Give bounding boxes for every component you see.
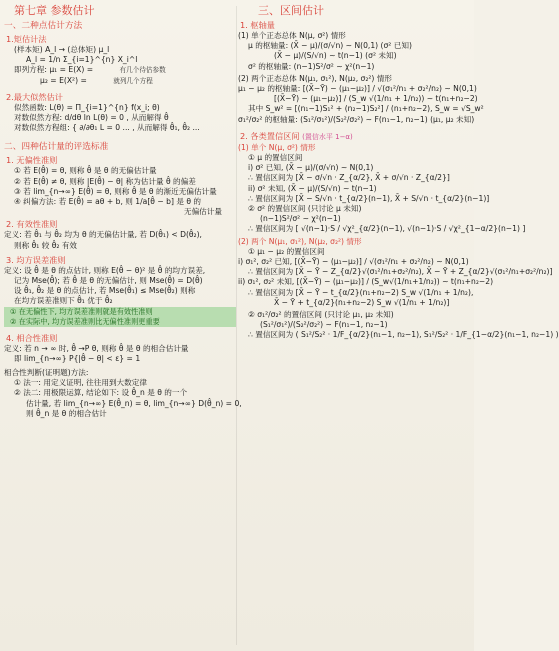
- ci-line-15: ∴ 置信区间为 [X̄ − Ȳ − t_{α/2}(n₁+n₂−2) S_w √(1/n₁ + 1/n₂),: [248, 287, 474, 297]
- consistency-line-3: 相合性判断(证明题)方法:: [4, 368, 89, 378]
- mle-line-2: 对数似然方程: d/dθ ln L(θ) = 0 , 从而解得 θ̂: [14, 113, 169, 123]
- ci-line-1: (1) 单个 N(μ, σ²) 情形: [238, 142, 316, 152]
- mle-line-1: 似然函数: L(θ) = Π_{i=1}^{n} f(x_i; θ): [14, 102, 160, 112]
- ci-line-14: ii) σ₁², σ₂² 未知, [(X̄−Ȳ) − (μ₁−μ₂)] / (S_w√(1/n₁+1/n₂)) ~ t(n₁+n₂−2): [238, 277, 494, 287]
- pivot-line-1: (1) 单个正态总体 N(μ, σ²) 情形: [238, 31, 346, 40]
- subsection-efficiency: 2. 有效性准则: [6, 219, 58, 230]
- unbiased-line-1: ① 若 E(θ̂) = θ, 则称 θ̂ 是 θ 的无偏估计量: [14, 166, 157, 176]
- subsection-mse: 3. 均方误差准则: [6, 254, 66, 265]
- consistency-line-6: 估计量, 若 lim_{n→∞} E(θ̂_n) = θ, lim_{n→∞} D(θ̂_n) = 0,: [26, 398, 242, 408]
- moment-note-2: 就列几个方程: [113, 76, 153, 85]
- highlight-note-2: ② 在实际中, 均方误差准则比无偏性准则更重要: [4, 317, 236, 327]
- highlight-note-1: ① 在无偏性下, 均方误差准则就是有效性准则: [4, 307, 236, 317]
- moment-line-3: [4, 65, 236, 75]
- unbiased-line-2: ② 若 E(θ̂) ≠ θ, 则称 |E(θ̂) − θ| 称为估计量 θ̂ 的偏差: [14, 176, 196, 186]
- column-divider: [236, 6, 237, 645]
- subsection-pivot: 1. 枢轴量: [240, 20, 275, 30]
- moment-line-4: [4, 76, 236, 86]
- mle-line-3: 对数似然方程组: { ∂/∂θ₁ L = 0 ... , 从而解得 θ̂₁, θ̂₂ ...: [14, 123, 200, 133]
- consistency-line-1: 定义: 若 n → ∞ 时, θ̂ →P θ, 则称 θ̂ 是 θ 的相合估计量: [4, 343, 189, 353]
- section-criteria: 二、四种估计量的评选标准: [4, 142, 109, 153]
- ci-line-11: ① μ₁ − μ₂ 的置信区间: [248, 246, 325, 256]
- subsection-unbiased: 1. 无偏性准则: [6, 155, 58, 166]
- pivot-line-7: [(X̄−Ȳ) − (μ₁−μ₂)] / (S_w √(1/n₁ + 1/n₂)) ~ t(n₁+n₂−2): [274, 94, 478, 104]
- ci-line-13: ∴ 置信区间为 [X̄ − Ȳ − Z_{α/2}√(σ₁²/n₁+σ₂²/n₂), X̄ − Ȳ + Z_{α/2}√(σ₁²/n₁+σ₂²/n₂)]: [248, 267, 553, 277]
- ci-line-19: ∴ 置信区间为 ( S₁²/S₂² · 1/F_{α/2}(n₁−1, n₂−1), S₁²/S₂² · 1/F_{1−α/2}(n₁−1, n₂−1) ): [248, 330, 559, 340]
- subsection-consistency: 4. 相合性准则: [6, 332, 58, 343]
- mse-line-3: 设 θ̂₁, θ̂₂ 是 θ 的点估计, 若 Mse(θ̂₁) ≤ Mse(θ̂₂) 则称: [14, 286, 196, 296]
- moment-line-1: (样本矩) A_l → (总体矩) μ_l: [14, 45, 110, 54]
- pivot-line-3: (X̄ − μ)/(S/√n) ~ t(n−1) (σ² 未知): [274, 51, 397, 61]
- right-column: [238, 0, 559, 651]
- pivot-line-5: (2) 两个正态总体 N(μ₁, σ₁²), N(μ₂, σ₂²) 情形: [238, 73, 392, 83]
- ci-line-3: i) σ² 已知, (X̄ − μ)/(σ/√n) ~ N(0,1): [248, 163, 374, 173]
- pivot-line-8: 其中 S_w² = [(n₁−1)S₁² + (n₂−1)S₂²] / (n₁+n₂−2), S_w = √S_w²: [248, 104, 484, 114]
- consistency-line-5: ② 法二: 用极限运算, 结论如下: 设 θ̂_n 是 θ 的一个: [14, 388, 188, 398]
- left-column: [4, 0, 242, 651]
- subsection-confidence-intervals: [240, 131, 470, 142]
- pivot-line-6: μ₁ − μ₂ 的枢轴量: [(X̄−Ȳ) − (μ₁−μ₂)] / √(σ₁²/n₁ + σ₂²/n₂) ~ N(0,1): [238, 84, 477, 94]
- unbiased-line-4: ④ 纠偏方法: 若 E(θ̂) = aθ + b, 则 1/a[θ̂ − b] 是 θ 的: [14, 197, 201, 207]
- unbiased-line-4b: 无偏估计量: [184, 207, 222, 217]
- ci-line-2: ① μ 的置信区间: [248, 153, 303, 163]
- mse-line-2: 记为 Mse(θ̂); 若 θ̂ 是 θ 的无偏估计, 则 Mse(θ̂) = D(θ̂): [14, 276, 203, 286]
- moment-eq-1: 即列方程: μ₁ = E(X) =: [14, 65, 94, 75]
- ci-line-12: i) σ₁², σ₂² 已知, [(X̄−Ȳ) − (μ₁−μ₂)] / √(σ₁²/n₁ + σ₂²/n₂) ~ N(0,1): [238, 257, 469, 267]
- efficiency-line-1: 定义: 若 θ̂₁ 与 θ̂₂ 均为 θ 的无偏估计量, 若 D(θ̂₁) < D(θ̂₂),: [4, 230, 202, 240]
- ci-line-7: ② σ² 的置信区间 (只讨论 μ 未知): [248, 204, 362, 214]
- ci-line-6: ∴ 置信区间为 [X̄ − S/√n · t_{α/2}(n−1), X̄ + S/√n · t_{α/2}(n−1)]: [248, 193, 490, 203]
- ci-heading: 2. 各类置信区间: [240, 130, 300, 141]
- consistency-line-7: 则 θ̂_n 是 θ 的相合估计: [26, 408, 107, 418]
- consistency-line-4: ① 法一: 用定义证明, 往往用到大数定律: [14, 378, 147, 388]
- section-point-estimation: 一、二种点估计方法: [4, 21, 83, 31]
- ci-line-4: ∴ 置信区间为 [X̄ − σ/√n · Z_{α/2}, X̄ + σ/√n · Z_{α/2}]: [248, 173, 450, 183]
- ci-line-16: X̄ − Ȳ + t_{α/2}(n₁+n₂−2) S_w √(1/n₁ + 1/n₂)]: [274, 297, 450, 307]
- efficiency-line-2: 则称 θ̂₁ 较 θ̂₂ 有效: [14, 240, 78, 250]
- ci-line-5: ii) σ² 未知, (X̄ − μ)/(S/√n) ~ t(n−1): [248, 183, 377, 193]
- subsection-mle: 2.最大似然估计: [6, 91, 63, 102]
- ci-line-17: ② σ₁²/σ₂² 的置信区间 (只讨论 μ₁, μ₂ 未知): [248, 310, 394, 320]
- pivot-line-9: σ₁²/σ₂² 的枢轴量: (S₁²/σ₁²)/(S₂²/σ₂²) ~ F(n₁−1, n₂−1) (μ₁, μ₂ 未知): [238, 114, 475, 124]
- moment-line-2: A_l = 1/n Σ_{i=1}^{n} X_i^l: [26, 55, 138, 65]
- mse-line-4: 在均方误差准则下 θ̂₁ 优于 θ̂₂: [14, 296, 113, 306]
- consistency-line-2: 即 lim_{n→∞} P{|θ̂ − θ| < ε} = 1: [14, 353, 141, 363]
- moment-note-1: 有几个待估参数: [119, 66, 166, 75]
- ci-line-8: (n−1)S²/σ² ~ χ²(n−1): [260, 214, 341, 224]
- subsection-moment-method: 1.矩估计法: [6, 34, 47, 44]
- ci-line-9: ∴ 置信区间为 [ √(n−1)·S / √χ²_{α/2}(n−1), √(n−1)·S / √χ²_{1−α/2}(n−1) ]: [248, 224, 526, 234]
- unbiased-line-3: ③ 若 lim_{n→∞} E(θ̂) = θ, 则称 θ̂ 是 θ 的渐近无偏估计量: [14, 186, 217, 196]
- pivot-line-4: σ² 的枢轴量: (n−1)S²/σ² ~ χ²(n−1): [248, 61, 375, 71]
- chapter-title: 第七章 参数估计: [14, 4, 95, 17]
- ci-line-18: (S₁²/σ₁²)/(S₂²/σ₂²) ~ F(n₁−1, n₂−1): [260, 320, 388, 330]
- pivot-line-2: μ 的枢轴量: (X̄ − μ)/(σ/√n) ~ N(0,1) (σ² 已知): [248, 41, 412, 51]
- mse-line-1: 定义: 设 θ̂ 是 θ 的点估计, 则称 E(θ̂ − θ)² 是 θ̂ 的均方误差,: [4, 265, 206, 275]
- section-interval-title: 三、区间估计: [258, 4, 324, 17]
- ci-heading-note: (置信水平 1−α): [302, 132, 353, 141]
- moment-eq-2: μ₂ = E(X²) =: [40, 75, 87, 85]
- ci-line-10: (2) 两个 N(μ₁, σ₁²), N(μ₂, σ₂²) 情形: [238, 236, 362, 246]
